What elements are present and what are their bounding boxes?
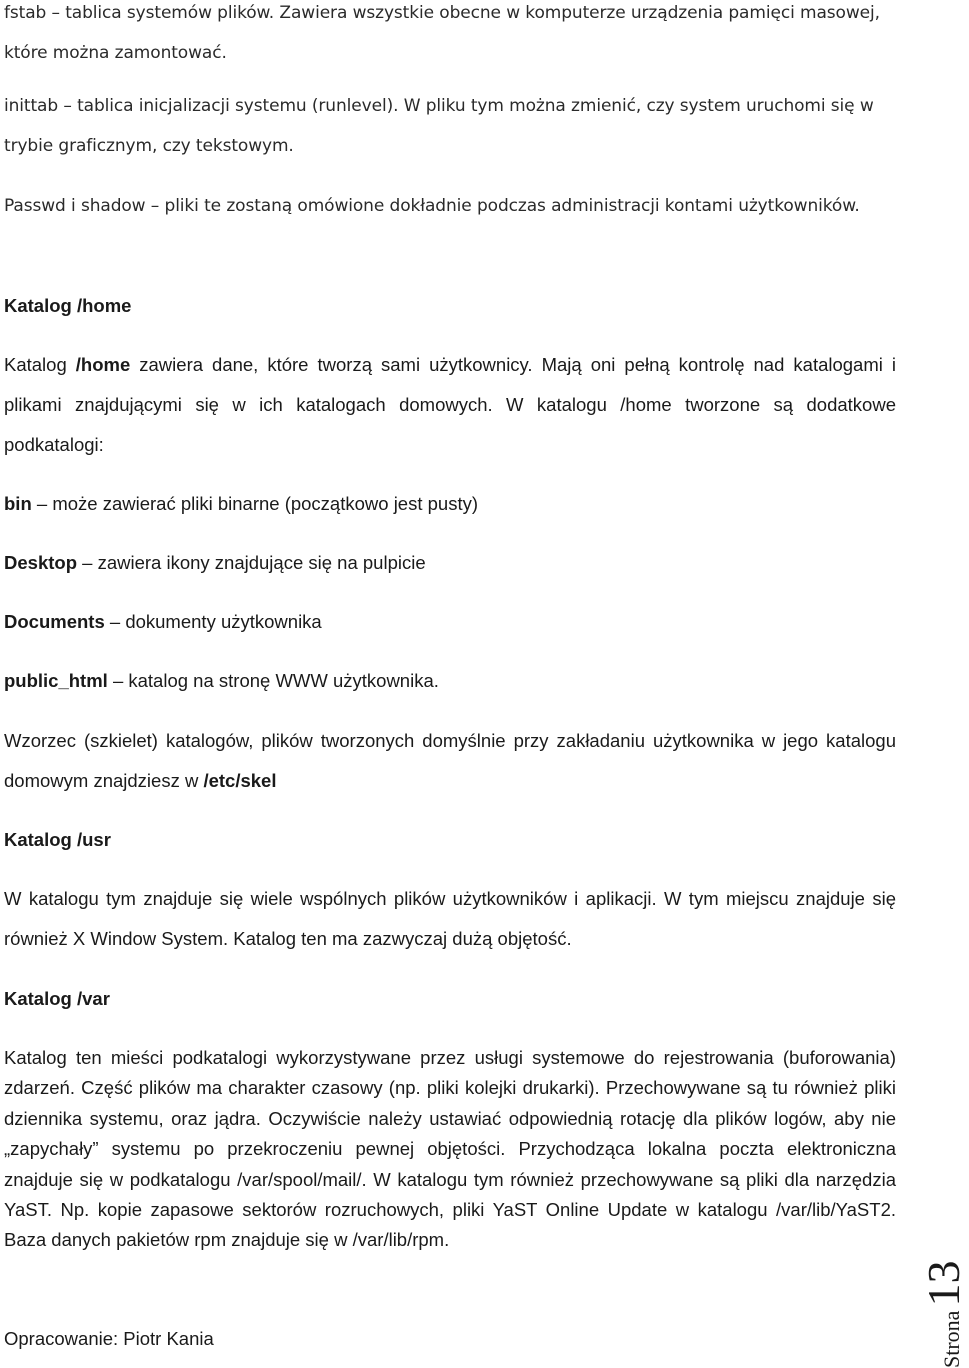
paragraph-skel bbox=[4, 721, 896, 801]
page-number-value: 13 bbox=[918, 1260, 969, 1307]
desc-desktop: – zawiera ikony znajdujące się na pulpicie bbox=[77, 552, 426, 573]
heading-usr: Katalog /usr bbox=[4, 829, 111, 850]
desc-documents: – dokumenty użytkownika bbox=[104, 611, 322, 632]
home-intro-bold: /home bbox=[75, 354, 131, 375]
home-intro-rest: zawiera dane, które tworzą sami użytkownicy. Mają oni pełną kontrolę nad katalogami i plikami znajdującymi się w ich katalogach domowych. W katalogu /home tworzone są dodatkowe podkatalogi: bbox=[4, 354, 896, 455]
paragraph-usr: W katalogu tym znajduje się wiele wspólnych plików użytkowników i aplikacji. W tym miejscu znajduje się również X Window System. Katalog ten ma zazwyczaj dużą objętość. bbox=[4, 888, 896, 949]
paragraph-home-intro bbox=[4, 345, 896, 465]
desc-public-html: – katalog na stronę WWW użytkownika. bbox=[107, 670, 439, 691]
paragraph-var: Katalog ten mieści podkatalogi wykorzystywane przez usługi systemowe do rejestrowania (buforowania) zdarzeń. Część plików ma charakter czasowy (np. pliki kolejki drukarki). Przechowywane są tu również pliki dziennika systemu, oraz jądra. Oczywiście należy ustawiać odpowiednią rotację dla plików logów, aby nie „zapychały” systemu po przekroczeniu pewnej objętości. Przychodząca lokalna poczta elektroniczna znajduje się w podkatalogu /var/spool/mail/. W katalogu tym również przechowywane są pliki dla narzędzia YaST. Np. kopie zapasowe sektorów rozruchowych, pliki YaST Online Update w katalogu /var/lib/YaST2. Baza danych pakietów rpm znajduje się w /var/lib/rpm. bbox=[4, 1047, 896, 1251]
skel-path: /etc/skel bbox=[203, 770, 277, 791]
paragraph-passwd: Passwd i shadow – pliki te zostaną omówione dokładnie podczas administracji kontami użytkowników. bbox=[4, 196, 860, 216]
list-item-public-html bbox=[4, 661, 896, 701]
skel-text: Wzorzec (szkielet) katalogów, plików tworzonych domyślnie przy zakładaniu użytkownika w jego katalogu domowym znajdziesz w bbox=[4, 730, 896, 791]
list-item-documents bbox=[4, 602, 896, 642]
heading-home: Katalog /home bbox=[4, 295, 132, 316]
list-item-bin bbox=[4, 484, 896, 524]
term-desktop: Desktop bbox=[4, 552, 77, 573]
heading-var: Katalog /var bbox=[4, 988, 110, 1009]
desc-bin: – może zawierać pliki binarne (początkowo jest pusty) bbox=[31, 493, 478, 514]
term-public-html: public_html bbox=[4, 670, 108, 691]
term-documents: Documents bbox=[4, 611, 105, 632]
paragraph-fstab: fstab – tablica systemów plików. Zawiera wszystkie obecne w komputerze urządzenia pamięci masowej, które można zamontować. bbox=[4, 3, 880, 63]
term-bin: bin bbox=[4, 493, 32, 514]
page-number-label: Strona bbox=[939, 1310, 964, 1368]
list-item-desktop bbox=[4, 543, 896, 583]
home-intro-prefix: Katalog bbox=[4, 354, 76, 375]
paragraph-inittab: inittab – tablica inicjalizacji systemu (runlevel). W pliku tym można zmienić, czy system uruchomi się w trybie graficznym, czy tekstowym. bbox=[4, 96, 874, 156]
footer-author: Opracowanie: Piotr Kania bbox=[4, 1328, 214, 1349]
page-number bbox=[918, 1250, 969, 1368]
